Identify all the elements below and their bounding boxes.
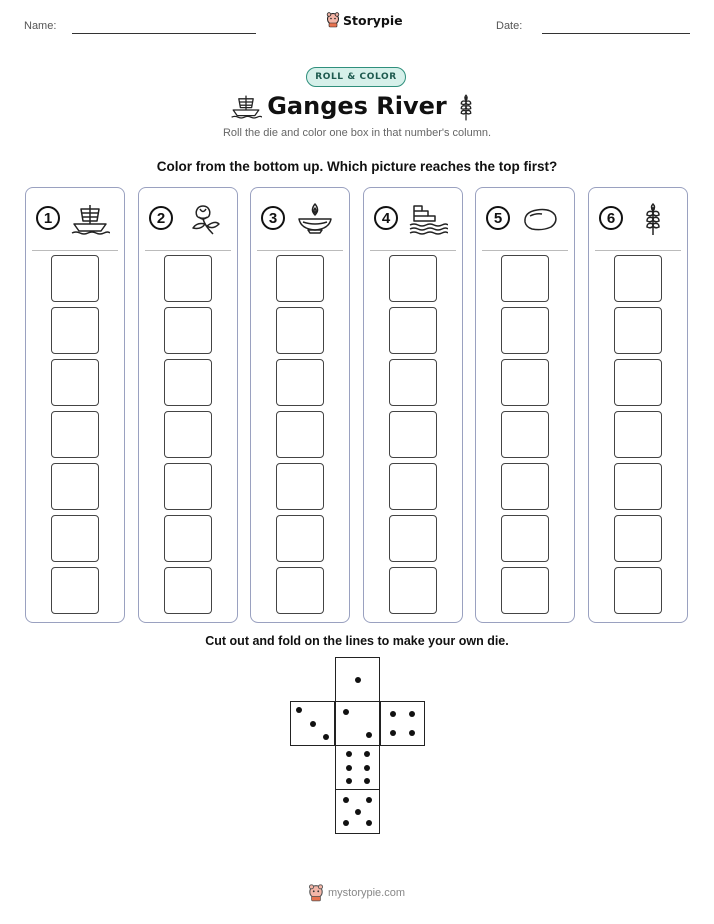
die-pip: [364, 751, 370, 757]
color-box[interactable]: [614, 515, 662, 562]
color-box[interactable]: [501, 515, 549, 562]
column-header: [26, 188, 124, 250]
column-3: [250, 187, 350, 623]
brand-logo: [326, 12, 403, 28]
color-box[interactable]: [501, 359, 549, 406]
diya-lamp-icon: [295, 202, 335, 236]
die-pip: [346, 778, 352, 784]
column-6: [588, 187, 688, 623]
boat-icon: [70, 202, 110, 236]
name-line[interactable]: [72, 33, 256, 34]
column-number: 5: [486, 206, 510, 230]
color-box[interactable]: [614, 359, 662, 406]
die-pip: [343, 797, 349, 803]
color-box[interactable]: [51, 255, 99, 302]
column-header: [364, 188, 462, 250]
color-box[interactable]: [501, 463, 549, 510]
roll-color-badge: ROLL & COLOR: [306, 67, 406, 87]
title-wheat-icon: [458, 92, 474, 122]
color-box[interactable]: [276, 515, 324, 562]
storypie-mascot-icon: [308, 884, 324, 902]
die-pip: [343, 820, 349, 826]
die-face: [380, 701, 425, 746]
color-box[interactable]: [164, 411, 212, 458]
die-pip: [355, 809, 361, 815]
die-pip: [409, 711, 415, 717]
date-line[interactable]: [542, 33, 690, 34]
color-box[interactable]: [389, 307, 437, 354]
color-box[interactable]: [51, 515, 99, 562]
column-header: [251, 188, 349, 250]
color-box[interactable]: [501, 567, 549, 614]
die-face: [290, 701, 335, 746]
column-header: [589, 188, 687, 250]
die-pip: [390, 711, 396, 717]
footer-url: mystorypie.com: [328, 887, 406, 899]
column-number: 4: [374, 206, 398, 230]
color-box[interactable]: [276, 255, 324, 302]
die-pip: [366, 820, 372, 826]
die-face: [335, 745, 380, 790]
color-box[interactable]: [389, 463, 437, 510]
color-box[interactable]: [276, 359, 324, 406]
color-box[interactable]: [614, 307, 662, 354]
die-face: [335, 701, 380, 746]
color-box[interactable]: [276, 463, 324, 510]
color-box[interactable]: [164, 307, 212, 354]
color-box[interactable]: [51, 463, 99, 510]
column-header: [476, 188, 574, 250]
color-box[interactable]: [389, 567, 437, 614]
die-pip: [323, 734, 329, 740]
color-box[interactable]: [164, 463, 212, 510]
column-1: [25, 187, 125, 623]
color-box[interactable]: [51, 359, 99, 406]
die-pip: [310, 721, 316, 727]
color-box[interactable]: [276, 567, 324, 614]
die-pip: [343, 709, 349, 715]
brand-name: Storypie: [343, 12, 403, 28]
wheat-icon: [633, 202, 673, 236]
river-stone-icon: [520, 202, 560, 236]
instruction-text: Color from the bottom up. Which picture reaches the top first?: [156, 159, 558, 174]
column-number: 2: [149, 206, 173, 230]
column-number: 1: [36, 206, 60, 230]
die-pip: [364, 778, 370, 784]
footer: [308, 884, 405, 902]
ghat-steps-icon: [408, 202, 448, 236]
color-box[interactable]: [276, 411, 324, 458]
color-box[interactable]: [389, 359, 437, 406]
die-instruction: Cut out and fold on the lines to make your own die.: [205, 634, 509, 648]
die-pip: [346, 765, 352, 771]
color-box[interactable]: [51, 307, 99, 354]
color-box[interactable]: [51, 567, 99, 614]
color-box[interactable]: [614, 567, 662, 614]
color-box[interactable]: [614, 411, 662, 458]
column-4: [363, 187, 463, 623]
column-2: [138, 187, 238, 623]
color-box[interactable]: [164, 515, 212, 562]
color-box[interactable]: [389, 411, 437, 458]
storypie-mascot-icon: [326, 12, 340, 28]
flower-icon: [183, 202, 223, 236]
die-pip: [364, 765, 370, 771]
die-face: [335, 789, 380, 834]
color-box[interactable]: [164, 359, 212, 406]
color-box[interactable]: [501, 411, 549, 458]
column-5: [475, 187, 575, 623]
date-label: Date:: [496, 20, 523, 32]
color-box[interactable]: [164, 255, 212, 302]
color-box[interactable]: [389, 515, 437, 562]
color-box[interactable]: [164, 567, 212, 614]
column-number: 3: [261, 206, 285, 230]
die-pip: [346, 751, 352, 757]
column-number: 6: [599, 206, 623, 230]
color-box[interactable]: [501, 255, 549, 302]
die-pip: [355, 677, 361, 683]
name-label: Name:: [24, 20, 57, 32]
color-box[interactable]: [389, 255, 437, 302]
die-pip: [366, 797, 372, 803]
color-box[interactable]: [276, 307, 324, 354]
color-box[interactable]: [614, 463, 662, 510]
die-pip: [409, 730, 415, 736]
page-title: Ganges River: [267, 92, 447, 120]
die-pip: [296, 707, 302, 713]
color-box[interactable]: [51, 411, 99, 458]
column-header: [139, 188, 237, 250]
subtitle: Roll the die and color one box in that number's column.: [222, 127, 492, 139]
color-box[interactable]: [614, 255, 662, 302]
die-face: [335, 657, 380, 702]
color-box[interactable]: [501, 307, 549, 354]
die-pip: [366, 732, 372, 738]
die-pip: [390, 730, 396, 736]
